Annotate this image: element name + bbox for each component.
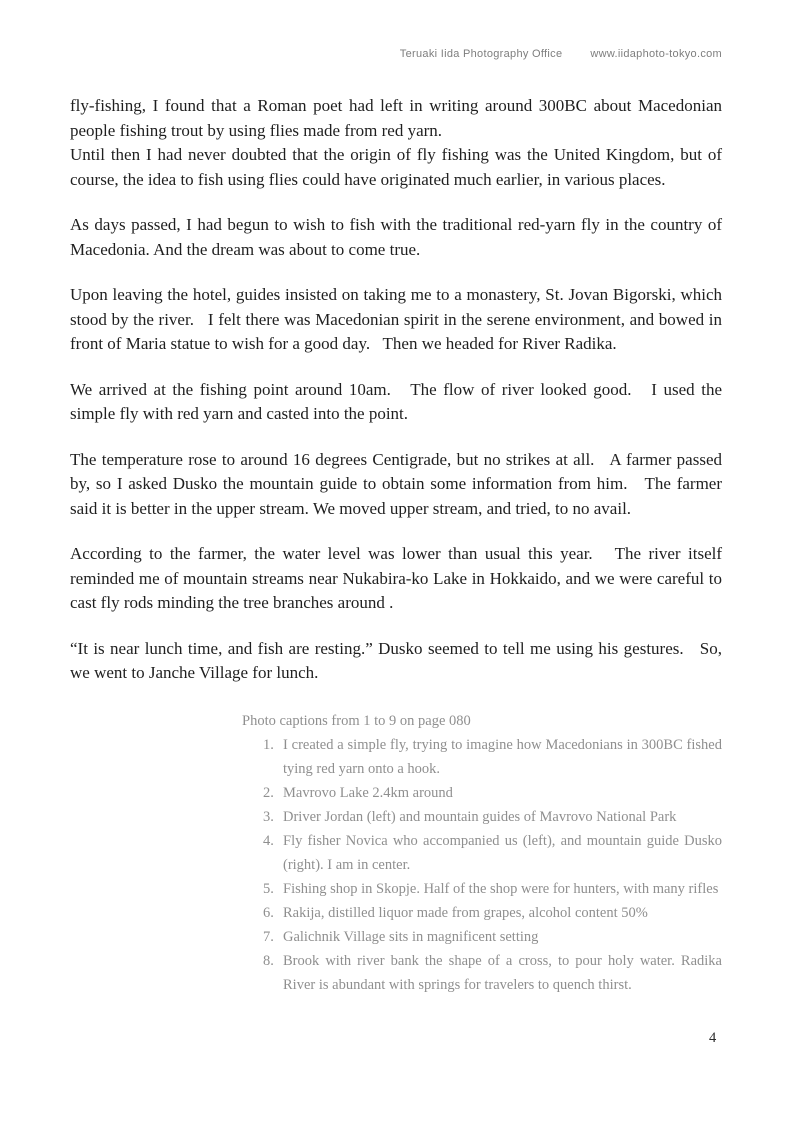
caption-text: Fishing shop in Skopje. Half of the shop were for hunters, with many rifles (283, 880, 719, 897)
caption-number: 3. (263, 808, 274, 825)
caption-item (242, 949, 722, 997)
body-paragraph: fly-fishing, I found that a Roman poet had left in writing around 300BC about Macedonian people fishing trout by using flies made from red yarn. (70, 96, 722, 140)
caption-text: Brook with river bank the shape of a cross, to pour holy water. Radika River is abundant with springs for travelers to quench thirst. (283, 952, 722, 993)
body-paragraph: As days passed, I had begun to wish to fish with the traditional red-yarn fly in the country of Macedonia. And the dream was about to come true. (70, 215, 722, 259)
caption-item (242, 877, 722, 901)
caption-text: Driver Jordan (left) and mountain guides of Mavrovo National Park (283, 808, 677, 825)
caption-item (242, 901, 722, 925)
caption-text: Rakija, distilled liquor made from grapes, alcohol content 50% (283, 904, 648, 921)
page-number: 4 (709, 1030, 717, 1046)
body-paragraph: “It is near lunch time, and fish are resting.” Dusko seemed to tell me using his gestures. So, we went to Janche Village for lunch. (70, 638, 722, 682)
body-paragraph: We arrived at the fishing point around 10am. The flow of river looked good. I used the simple fly with red yarn and casted into the point. (70, 379, 722, 423)
caption-number: 8. (263, 952, 274, 969)
caption-number: 1. (263, 736, 274, 753)
caption-text: Fly fisher Novica who accompanied us (left), and mountain guide Dusko (right). I am in center. (283, 832, 722, 873)
body-paragraph: According to the farmer, the water level was lower than usual this year. The river itself reminded me of mountain streams near Nukabira-ko Lake in Hokkaido, and we were careful to cast fly rods minding the tree branches around . (70, 544, 722, 612)
page-header (70, 0, 722, 60)
caption-item (242, 829, 722, 877)
caption-text: I created a simple fly, trying to imagine how Macedonians in 300BC fished tying red yarn onto a hook. (283, 736, 722, 777)
caption-item (242, 733, 722, 781)
body-paragraph: Upon leaving the hotel, guides insisted on taking me to a monastery, St. Jovan Bigorski, which stood by the river. I felt there was Macedonian spirit in the serene environment, and bowed in front of Maria statue to wish for a good day. Then we headed for River Radika. (70, 285, 722, 353)
body-text (70, 94, 722, 686)
caption-item (242, 925, 722, 949)
caption-item (242, 781, 722, 805)
office-name: Teruaki Iida Photography Office (399, 48, 563, 60)
photo-captions-section (242, 709, 722, 997)
caption-number: 5. (263, 880, 274, 897)
body-paragraph: Until then I had never doubted that the origin of fly fishing was the United Kingdom, but of course, the idea to fish using flies could have originated much earlier, in various places. (70, 145, 722, 189)
body-paragraph: The temperature rose to around 16 degrees Centigrade, but no strikes at all. A farmer passed by, so I asked Dusko the mountain guide to obtain some information from him. The farmer said it is better in the upper stream. We moved upper stream, and tried, to no avail. (70, 449, 722, 518)
caption-number: 2. (263, 784, 274, 801)
caption-number: 6. (263, 904, 274, 921)
caption-number: 4. (263, 832, 274, 849)
caption-text: Galichnik Village sits in magnificent setting (283, 928, 539, 945)
captions-heading: Photo captions from 1 to 9 on page 080 (242, 712, 471, 729)
caption-number: 7. (263, 928, 274, 945)
caption-item (242, 805, 722, 829)
caption-text: Mavrovo Lake 2.4km around (283, 784, 453, 801)
website-url: www.iidaphoto-tokyo.com (590, 48, 722, 60)
